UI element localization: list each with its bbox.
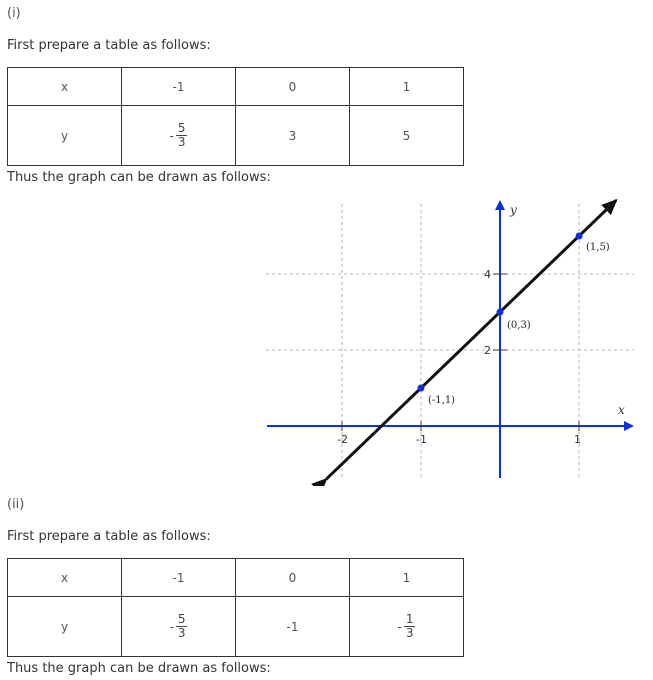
x-axis-label: x [618, 403, 625, 417]
table-cell: 0 [236, 68, 350, 106]
y-tick-label: 4 [484, 268, 491, 281]
table-cell: 1 [350, 559, 464, 597]
table-cell: -1 [122, 68, 236, 106]
table-cell: y [8, 106, 122, 166]
table-cell: 3 [236, 106, 350, 166]
fraction [170, 122, 188, 149]
table-row-x [8, 559, 464, 597]
table-cell [122, 106, 236, 166]
fraction-denominator: 3 [177, 626, 186, 640]
y-axis-label: y [510, 203, 517, 217]
x-tick-label: -1 [416, 433, 427, 446]
part-1-intro: First prepare a table as follows: [7, 38, 211, 53]
fraction-denominator: 3 [177, 135, 186, 149]
part-2-intro: First prepare a table as follows: [7, 529, 211, 544]
graph-line [326, 200, 616, 479]
table-cell: -1 [236, 597, 350, 657]
y-tick-label: 2 [484, 344, 491, 357]
data-point-label: (0,3) [507, 320, 531, 331]
table-cell: -1 [122, 559, 236, 597]
data-point [576, 233, 583, 240]
x-tick-label: 1 [574, 433, 581, 446]
fraction-sign: - [169, 128, 174, 143]
part-2-outro: Thus the graph can be drawn as follows: [7, 661, 271, 676]
data-point [418, 385, 425, 392]
table-row-x [8, 68, 464, 106]
table-cell: x [8, 68, 122, 106]
fraction-numerator: 1 [405, 612, 414, 626]
data-points [418, 233, 610, 407]
table-cell: 1 [350, 68, 464, 106]
table-row-y [8, 106, 464, 166]
part-1-label: (i) [7, 6, 21, 21]
x-tick-label: -2 [337, 433, 348, 446]
line-graph [262, 196, 647, 486]
data-point-label: (1,5) [586, 242, 610, 253]
data-point-label: (-1,1) [428, 395, 456, 406]
axis-ticks [337, 268, 581, 446]
table-cell: 5 [350, 106, 464, 166]
part-2-label: (ii) [7, 497, 25, 512]
fraction [170, 613, 188, 640]
value-table-1 [7, 67, 464, 166]
part-1-outro: Thus the graph can be drawn as follows: [7, 170, 271, 185]
table-cell: 0 [236, 559, 350, 597]
table-row-y [8, 597, 464, 657]
fraction-numerator: 5 [177, 612, 186, 626]
fraction-sign: - [169, 619, 174, 634]
fraction-sign: - [397, 619, 402, 634]
table-cell: y [8, 597, 122, 657]
data-point [497, 309, 504, 316]
fraction-denominator: 3 [405, 626, 414, 640]
fraction [398, 613, 416, 640]
table-cell [122, 597, 236, 657]
table-cell [350, 597, 464, 657]
table-cell: x [8, 559, 122, 597]
fraction-numerator: 5 [177, 121, 186, 135]
value-table-2 [7, 558, 464, 657]
